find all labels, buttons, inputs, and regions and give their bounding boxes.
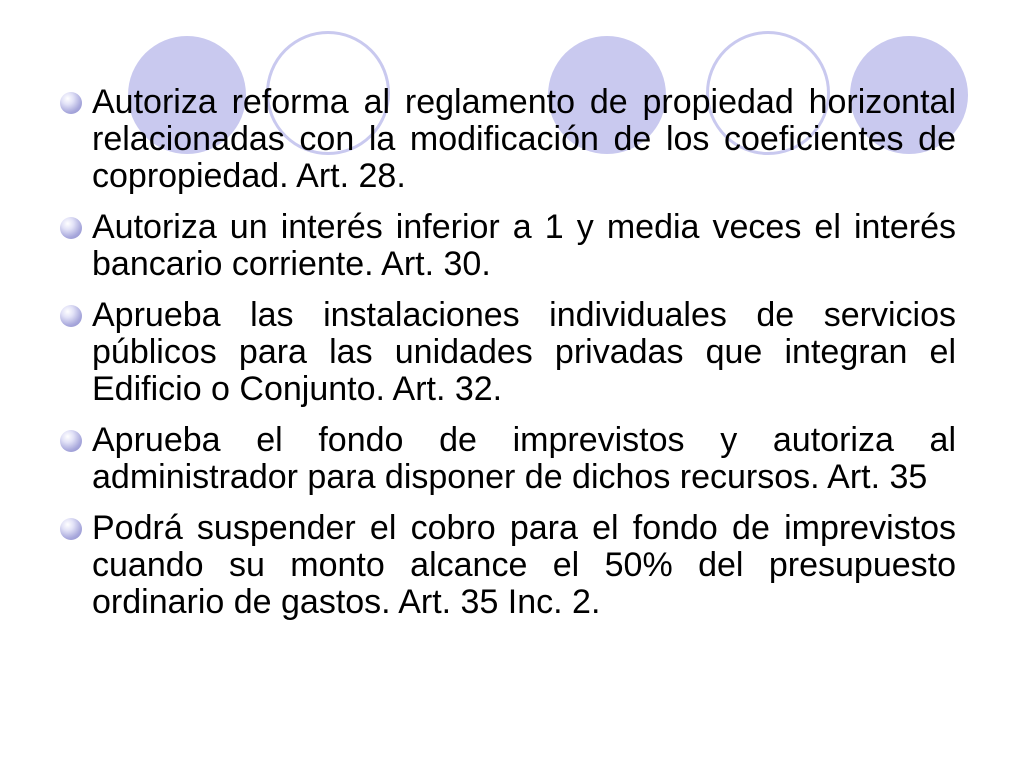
bullet-item	[58, 510, 956, 621]
bullet-dot-icon	[60, 217, 82, 239]
bullet-text: Autoriza un interés inferior a 1 y media veces el interés bancario corriente. Art. 30.	[92, 208, 956, 283]
bullet-item	[58, 84, 956, 195]
bullet-text: Aprueba las instalaciones individuales de servicios públicos para las unidades privadas que integran el Edificio o Conjunto. Art. 32.	[92, 296, 956, 408]
bullet-item	[58, 422, 956, 496]
bullet-text: Autoriza reforma al reglamento de propiedad horizontal relacionadas con la modificación de los coeficientes de copropiedad. Art. 28.	[92, 83, 956, 195]
bullet-dot-icon	[60, 518, 82, 540]
bullet-dot-icon	[60, 92, 82, 114]
bullet-dot-icon	[60, 305, 82, 327]
bullet-list	[58, 84, 956, 635]
bullet-dot-icon	[60, 430, 82, 452]
bullet-text: Aprueba el fondo de imprevistos y autoriza al administrador para disponer de dichos recursos. Art. 35	[92, 421, 956, 496]
bullet-text: Podrá suspender el cobro para el fondo de imprevistos cuando su monto alcance el 50% del presupuesto ordinario de gastos. Art. 35 Inc. 2.	[92, 509, 956, 621]
bullet-item	[58, 297, 956, 408]
bullet-item	[58, 209, 956, 283]
